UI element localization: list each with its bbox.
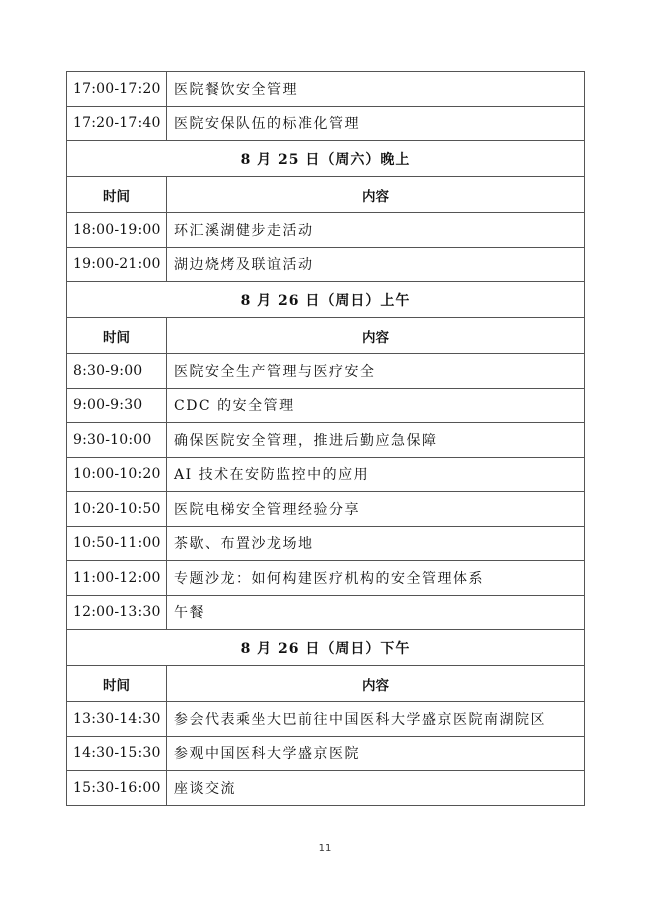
time-cell: 8:30-9:00 (67, 354, 167, 389)
content-cell: 午餐 (167, 595, 585, 630)
content-cell: 湖边烧烤及联谊活动 (167, 247, 585, 282)
time-cell: 9:00-9:30 (67, 388, 167, 423)
table-row (67, 72, 585, 107)
time-cell: 10:50-11:00 (67, 526, 167, 561)
table-row (67, 526, 585, 561)
time-cell: 11:00-12:00 (67, 561, 167, 596)
header-content: 内容 (167, 177, 585, 213)
section-title-row (67, 141, 585, 177)
content-cell: 座谈交流 (167, 771, 585, 806)
table-row (67, 388, 585, 423)
content-cell: CDC 的安全管理 (167, 388, 585, 423)
header-row (67, 666, 585, 702)
time-cell: 15:30-16:00 (67, 771, 167, 806)
table-row (67, 702, 585, 737)
section-title-row (67, 630, 585, 666)
content-cell: 环汇溪湖健步走活动 (167, 213, 585, 248)
content-cell: 确保医院安全管理，推进后勤应急保障 (167, 423, 585, 458)
content-cell: 医院安全生产管理与医疗安全 (167, 354, 585, 389)
time-cell: 19:00-21:00 (67, 247, 167, 282)
header-row (67, 177, 585, 213)
section-title-row (67, 282, 585, 318)
time-cell: 17:00-17:20 (67, 72, 167, 107)
table-row (67, 771, 585, 806)
content-cell: 医院电梯安全管理经验分享 (167, 492, 585, 527)
time-cell: 13:30-14:30 (67, 702, 167, 737)
time-cell: 9:30-10:00 (67, 423, 167, 458)
table-row (67, 106, 585, 141)
header-time: 时间 (67, 318, 167, 354)
header-time: 时间 (67, 177, 167, 213)
time-cell: 10:20-10:50 (67, 492, 167, 527)
content-cell: AI 技术在安防监控中的应用 (167, 457, 585, 492)
header-content: 内容 (167, 666, 585, 702)
table-row (67, 492, 585, 527)
section-title: 8 月 26 日（周日）上午 (67, 282, 585, 318)
section-title: 8 月 26 日（周日）下午 (67, 630, 585, 666)
header-row (67, 318, 585, 354)
time-cell: 17:20-17:40 (67, 106, 167, 141)
table-row (67, 354, 585, 389)
time-cell: 12:00-13:30 (67, 595, 167, 630)
table-row (67, 213, 585, 248)
header-content: 内容 (167, 318, 585, 354)
schedule-table (66, 71, 585, 806)
table-row (67, 595, 585, 630)
content-cell: 茶歇、布置沙龙场地 (167, 526, 585, 561)
time-cell: 18:00-19:00 (67, 213, 167, 248)
content-cell: 专题沙龙：如何构建医疗机构的安全管理体系 (167, 561, 585, 596)
table-row (67, 561, 585, 596)
content-cell: 医院餐饮安全管理 (167, 72, 585, 107)
table-row (67, 457, 585, 492)
table-row (67, 736, 585, 771)
header-time: 时间 (67, 666, 167, 702)
section-title: 8 月 25 日（周六）晚上 (67, 141, 585, 177)
time-cell: 10:00-10:20 (67, 457, 167, 492)
table-row (67, 423, 585, 458)
content-cell: 参观中国医科大学盛京医院 (167, 736, 585, 771)
content-cell: 医院安保队伍的标准化管理 (167, 106, 585, 141)
content-cell: 参会代表乘坐大巴前往中国医科大学盛京医院南湖院区 (167, 702, 585, 737)
time-cell: 14:30-15:30 (67, 736, 167, 771)
page-number: 11 (318, 843, 332, 854)
table-row (67, 247, 585, 282)
